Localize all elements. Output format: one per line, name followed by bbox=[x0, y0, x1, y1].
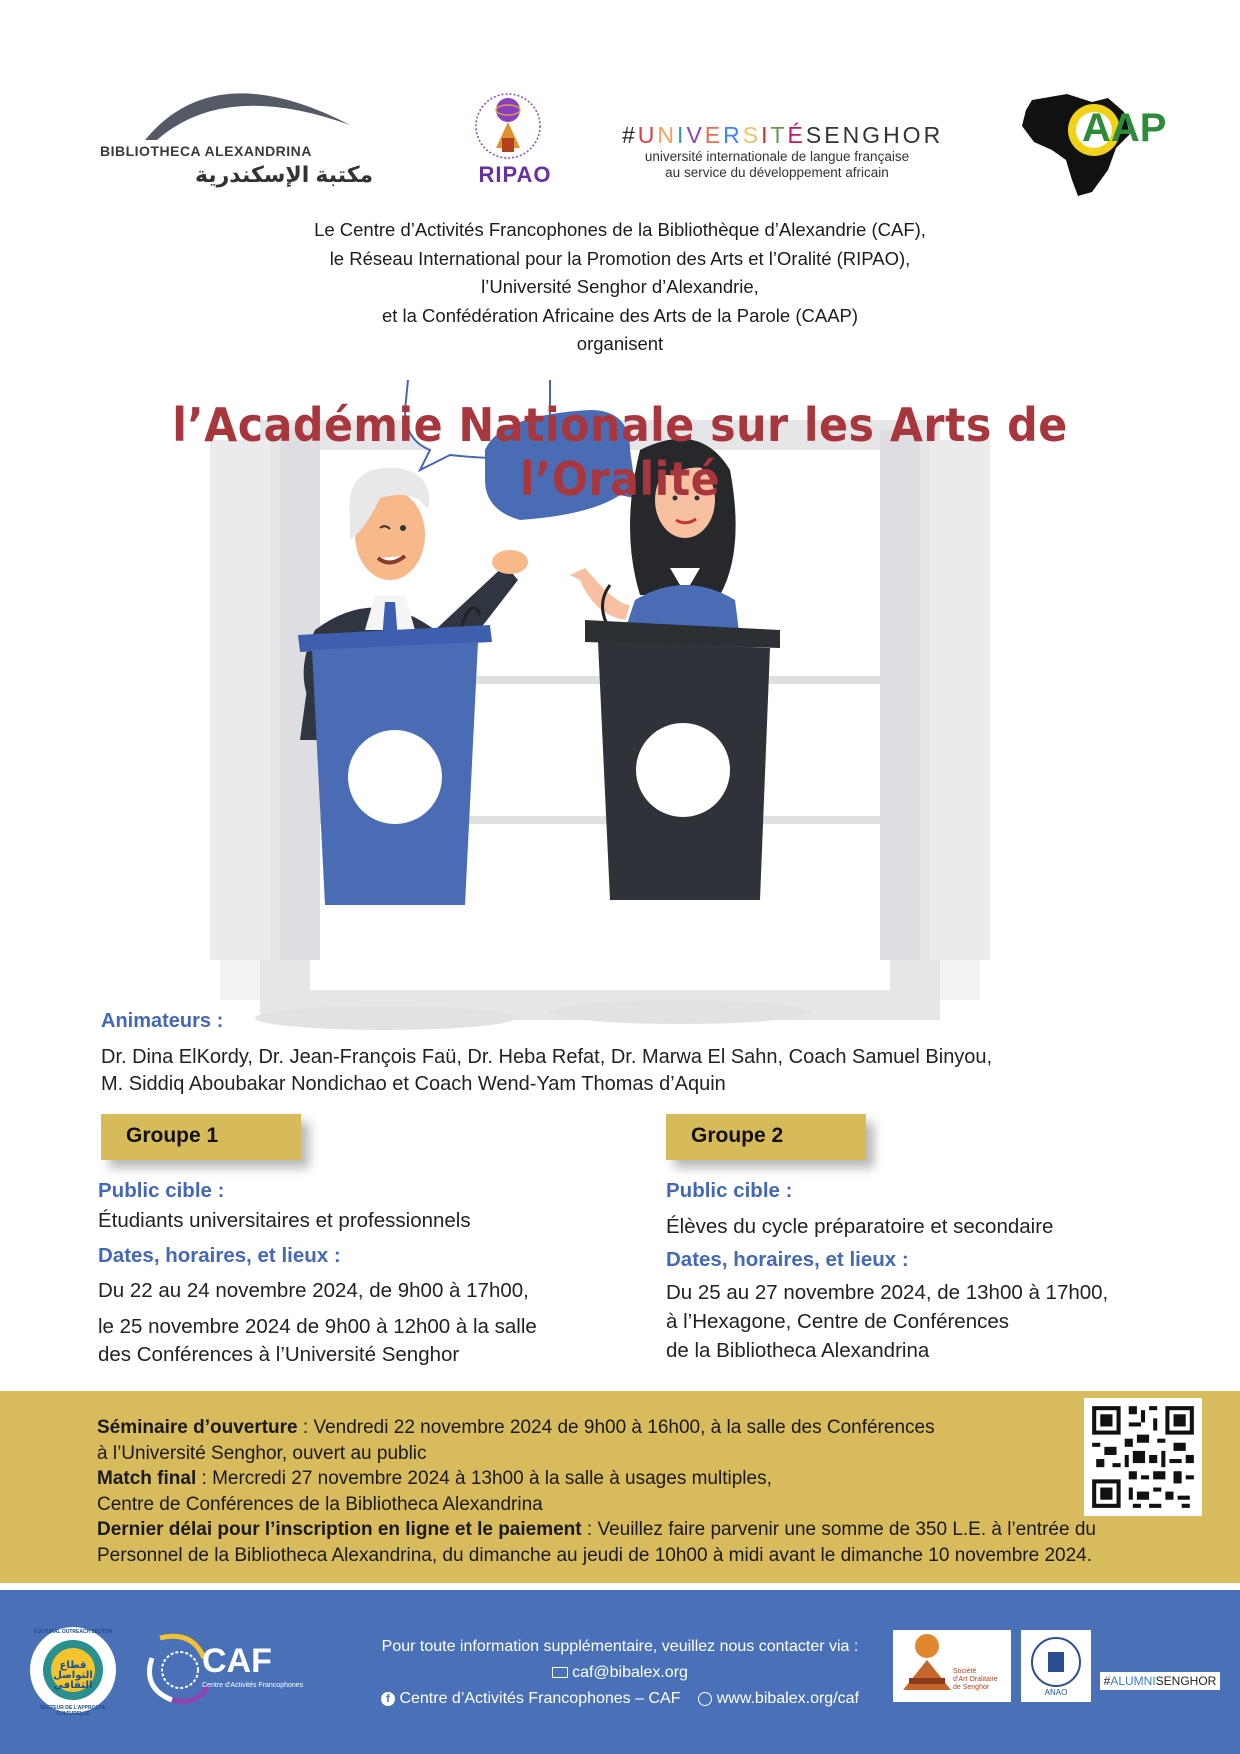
seminaire-label: Séminaire d’ouverture bbox=[97, 1417, 298, 1438]
event-title: l’Académie Nationale sur les Arts de l’Oralité bbox=[172, 398, 1068, 506]
alumni-senghor-word: SENGHOR bbox=[1155, 1674, 1217, 1688]
curtain-right-inner bbox=[880, 430, 920, 960]
senghor-letter: T bbox=[770, 122, 788, 148]
intro-line-3: l’Université Senghor d’Alexandrie, bbox=[481, 276, 759, 297]
podium-dark bbox=[585, 620, 780, 900]
delai-text-1: : Veuillez faire parvenir une somme de 350 L.E. à l’entrée du bbox=[581, 1519, 1096, 1540]
senghor-hashtag bbox=[622, 122, 962, 149]
contact-info bbox=[300, 1634, 940, 1712]
senghor-letter: U bbox=[637, 122, 658, 148]
facebook-icon: f bbox=[381, 1692, 395, 1706]
anao-logo bbox=[1021, 1630, 1091, 1702]
delai-text-2: Personnel de la Bibliotheca Alexandrina, du dimanche au jeudi de 10h00 à midi avant le dimanche 10 novembre 2024. bbox=[97, 1544, 1093, 1566]
senghor-letter: N bbox=[657, 122, 678, 148]
senghor-subtitle-2: au service du développement africain bbox=[665, 165, 889, 180]
senghor-letter: I bbox=[761, 122, 771, 148]
delai-label: Dernier délai pour l’inscription en ligne et le paiement bbox=[97, 1519, 582, 1540]
alumni-senghor-badge bbox=[1100, 1672, 1220, 1690]
intro-organizers bbox=[120, 216, 1120, 359]
groupe-2-public-label: Public cible : bbox=[666, 1179, 793, 1202]
sector-arabic: قطاع التواصل الثقافي bbox=[53, 1660, 93, 1691]
social-row bbox=[300, 1686, 940, 1712]
senghor-word-senghor: SENGHOR bbox=[805, 122, 944, 148]
sas-line-2: d’Art Oralitaire bbox=[953, 1676, 998, 1683]
cultural-outreach-logo bbox=[28, 1625, 118, 1715]
animateurs-line-1: Dr. Dina ElKordy, Dr. Jean-François Faü, Dr. Heba Refat, Dr. Marwa El Sahn, Coach Samuel Binyou, bbox=[101, 1046, 993, 1068]
sector-top-text: CULTURAL OUTREACH SECTOR bbox=[33, 1629, 113, 1635]
caap-text: AAP bbox=[1082, 106, 1167, 150]
groupe-1-details bbox=[98, 1179, 618, 1367]
groupe-2-tag: Groupe 2 bbox=[666, 1114, 866, 1160]
podium-blue bbox=[298, 625, 492, 905]
intro-line-4: et la Confédération Africaine des Arts de la Parole (CAAP) bbox=[381, 304, 859, 326]
qr-code[interactable] bbox=[1084, 1398, 1202, 1516]
groupe-2-public: Élèves du cycle préparatoire et secondaire bbox=[666, 1215, 1054, 1238]
groupe-1-line-1: Du 22 au 24 novembre 2024, de 9h00 à 17h00, bbox=[98, 1279, 529, 1302]
sas-emblem-icon bbox=[897, 1630, 957, 1702]
sector-bottom-text: SECTEUR DE L’APPROCHE CULTURELLE bbox=[39, 1705, 107, 1717]
ripao-emblem-icon bbox=[460, 82, 570, 167]
groupe-2-dates-label: Dates, horaires, et lieux : bbox=[666, 1248, 909, 1271]
facebook-link[interactable]: Centre d’Activités Francophones – CAF bbox=[399, 1690, 681, 1707]
bibalex-name: BIBLIOTHECA ALEXANDRINA bbox=[100, 143, 312, 159]
senghor-letter: E bbox=[704, 122, 724, 148]
email-link[interactable]: caf@bibalex.org bbox=[572, 1664, 688, 1681]
seminaire-text-2: à l’Université Senghor, ouvert au public bbox=[97, 1442, 427, 1464]
animateurs-line-2: M. Siddiq Aboubakar Nondichao et Coach Wend-Yam Thomas d’Aquin bbox=[101, 1073, 726, 1095]
senghor-hash: # bbox=[622, 122, 638, 148]
intro-line-5: organisent bbox=[576, 333, 664, 354]
animateurs-list bbox=[101, 1044, 1161, 1098]
groupe-1-public-label: Public cible : bbox=[98, 1179, 225, 1202]
anao-text: ANAO bbox=[1044, 1688, 1068, 1697]
caf-logo bbox=[142, 1628, 302, 1708]
sas-text bbox=[953, 1668, 998, 1692]
intro-line-2: le Réseau International pour la Promotion des Arts et l’Oralité (RIPAO), bbox=[329, 247, 911, 269]
info-band-text bbox=[97, 1415, 1217, 1568]
senghor-subtitle-1: université internationale de langue française bbox=[644, 149, 910, 164]
senghor-letter: R bbox=[723, 122, 743, 148]
groupe-1-dates-label: Dates, horaires, et lieux : bbox=[98, 1244, 341, 1267]
alumni-hash: # bbox=[1103, 1674, 1111, 1688]
senghor-letter: I bbox=[677, 122, 687, 148]
curtain-right-outer bbox=[930, 440, 990, 960]
caap-logo bbox=[1012, 88, 1182, 208]
curtain-left-outer bbox=[210, 440, 270, 960]
groupe-2-details bbox=[666, 1179, 1186, 1363]
caf-subtitle: Centre d’Activités Francophones bbox=[202, 1682, 304, 1689]
bibalex-arabic-name: مكتبة الإسكندرية bbox=[195, 162, 374, 187]
anao-seal-icon bbox=[1021, 1630, 1091, 1690]
groupe-1-tag: Groupe 1 bbox=[101, 1114, 301, 1160]
groupe-1-line-3: des Conférences à l’Université Senghor bbox=[98, 1343, 460, 1366]
envelope-icon bbox=[552, 1667, 568, 1678]
ripao-name: RIPAO bbox=[478, 162, 552, 187]
senghor-word-universite bbox=[638, 122, 806, 148]
match-text-1: : Mercredi 27 novembre 2024 à 13h00 à la salle à usages multiples, bbox=[196, 1468, 772, 1489]
alumni-word: ALUMNI bbox=[1110, 1674, 1156, 1688]
senghor-letter: S bbox=[742, 122, 762, 148]
website-link[interactable]: www.bibalex.org/caf bbox=[716, 1690, 859, 1707]
match-text-2: Centre de Conférences de la Bibliotheca Alexandrina bbox=[97, 1493, 543, 1515]
groupe-2-line-1: Du 25 au 27 novembre 2024, de 13h00 à 17h00, bbox=[666, 1281, 1109, 1304]
bibliotheca-alexandrina-logo bbox=[95, 70, 385, 190]
qr-code-icon bbox=[1084, 1398, 1202, 1516]
bibalex-arc-icon bbox=[95, 70, 385, 145]
globe-icon bbox=[698, 1692, 712, 1706]
caf-name: CAF bbox=[202, 1642, 272, 1680]
sas-line-3: de Senghor bbox=[953, 1684, 990, 1691]
groupe-2-line-3: de la Bibliotheca Alexandrina bbox=[666, 1339, 930, 1362]
groupe-1-line-2: le 25 novembre 2024 de 9h00 à 12h00 à la salle bbox=[98, 1315, 537, 1338]
senghor-letter: É bbox=[787, 122, 806, 148]
groupe-1-public: Étudiants universitaires et professionnels bbox=[98, 1209, 471, 1232]
ripao-logo bbox=[460, 82, 570, 192]
animateurs-label: Animateurs : bbox=[101, 1010, 224, 1032]
societe-art-oralitaire-logo bbox=[893, 1630, 1011, 1702]
universite-senghor-logo bbox=[622, 122, 962, 192]
groupe-2-line-2: à l’Hexagone, Centre de Conférences bbox=[666, 1310, 1010, 1333]
seminaire-text-1: : Vendredi 22 novembre 2024 de 9h00 à 16h00, à la salle des Conférences bbox=[297, 1417, 935, 1438]
intro-line-1: Le Centre d’Activités Francophones de la Bibliothèque d’Alexandrie (CAF), bbox=[314, 219, 926, 240]
sas-line-1: Société bbox=[953, 1668, 977, 1675]
email-row[interactable] bbox=[300, 1660, 940, 1686]
match-label: Match final bbox=[97, 1468, 197, 1489]
senghor-letter: V bbox=[686, 122, 705, 148]
caap-letters bbox=[1082, 106, 1166, 151]
contact-intro: Pour toute information supplémentaire, veuillez nous contacter via : bbox=[381, 1638, 859, 1655]
